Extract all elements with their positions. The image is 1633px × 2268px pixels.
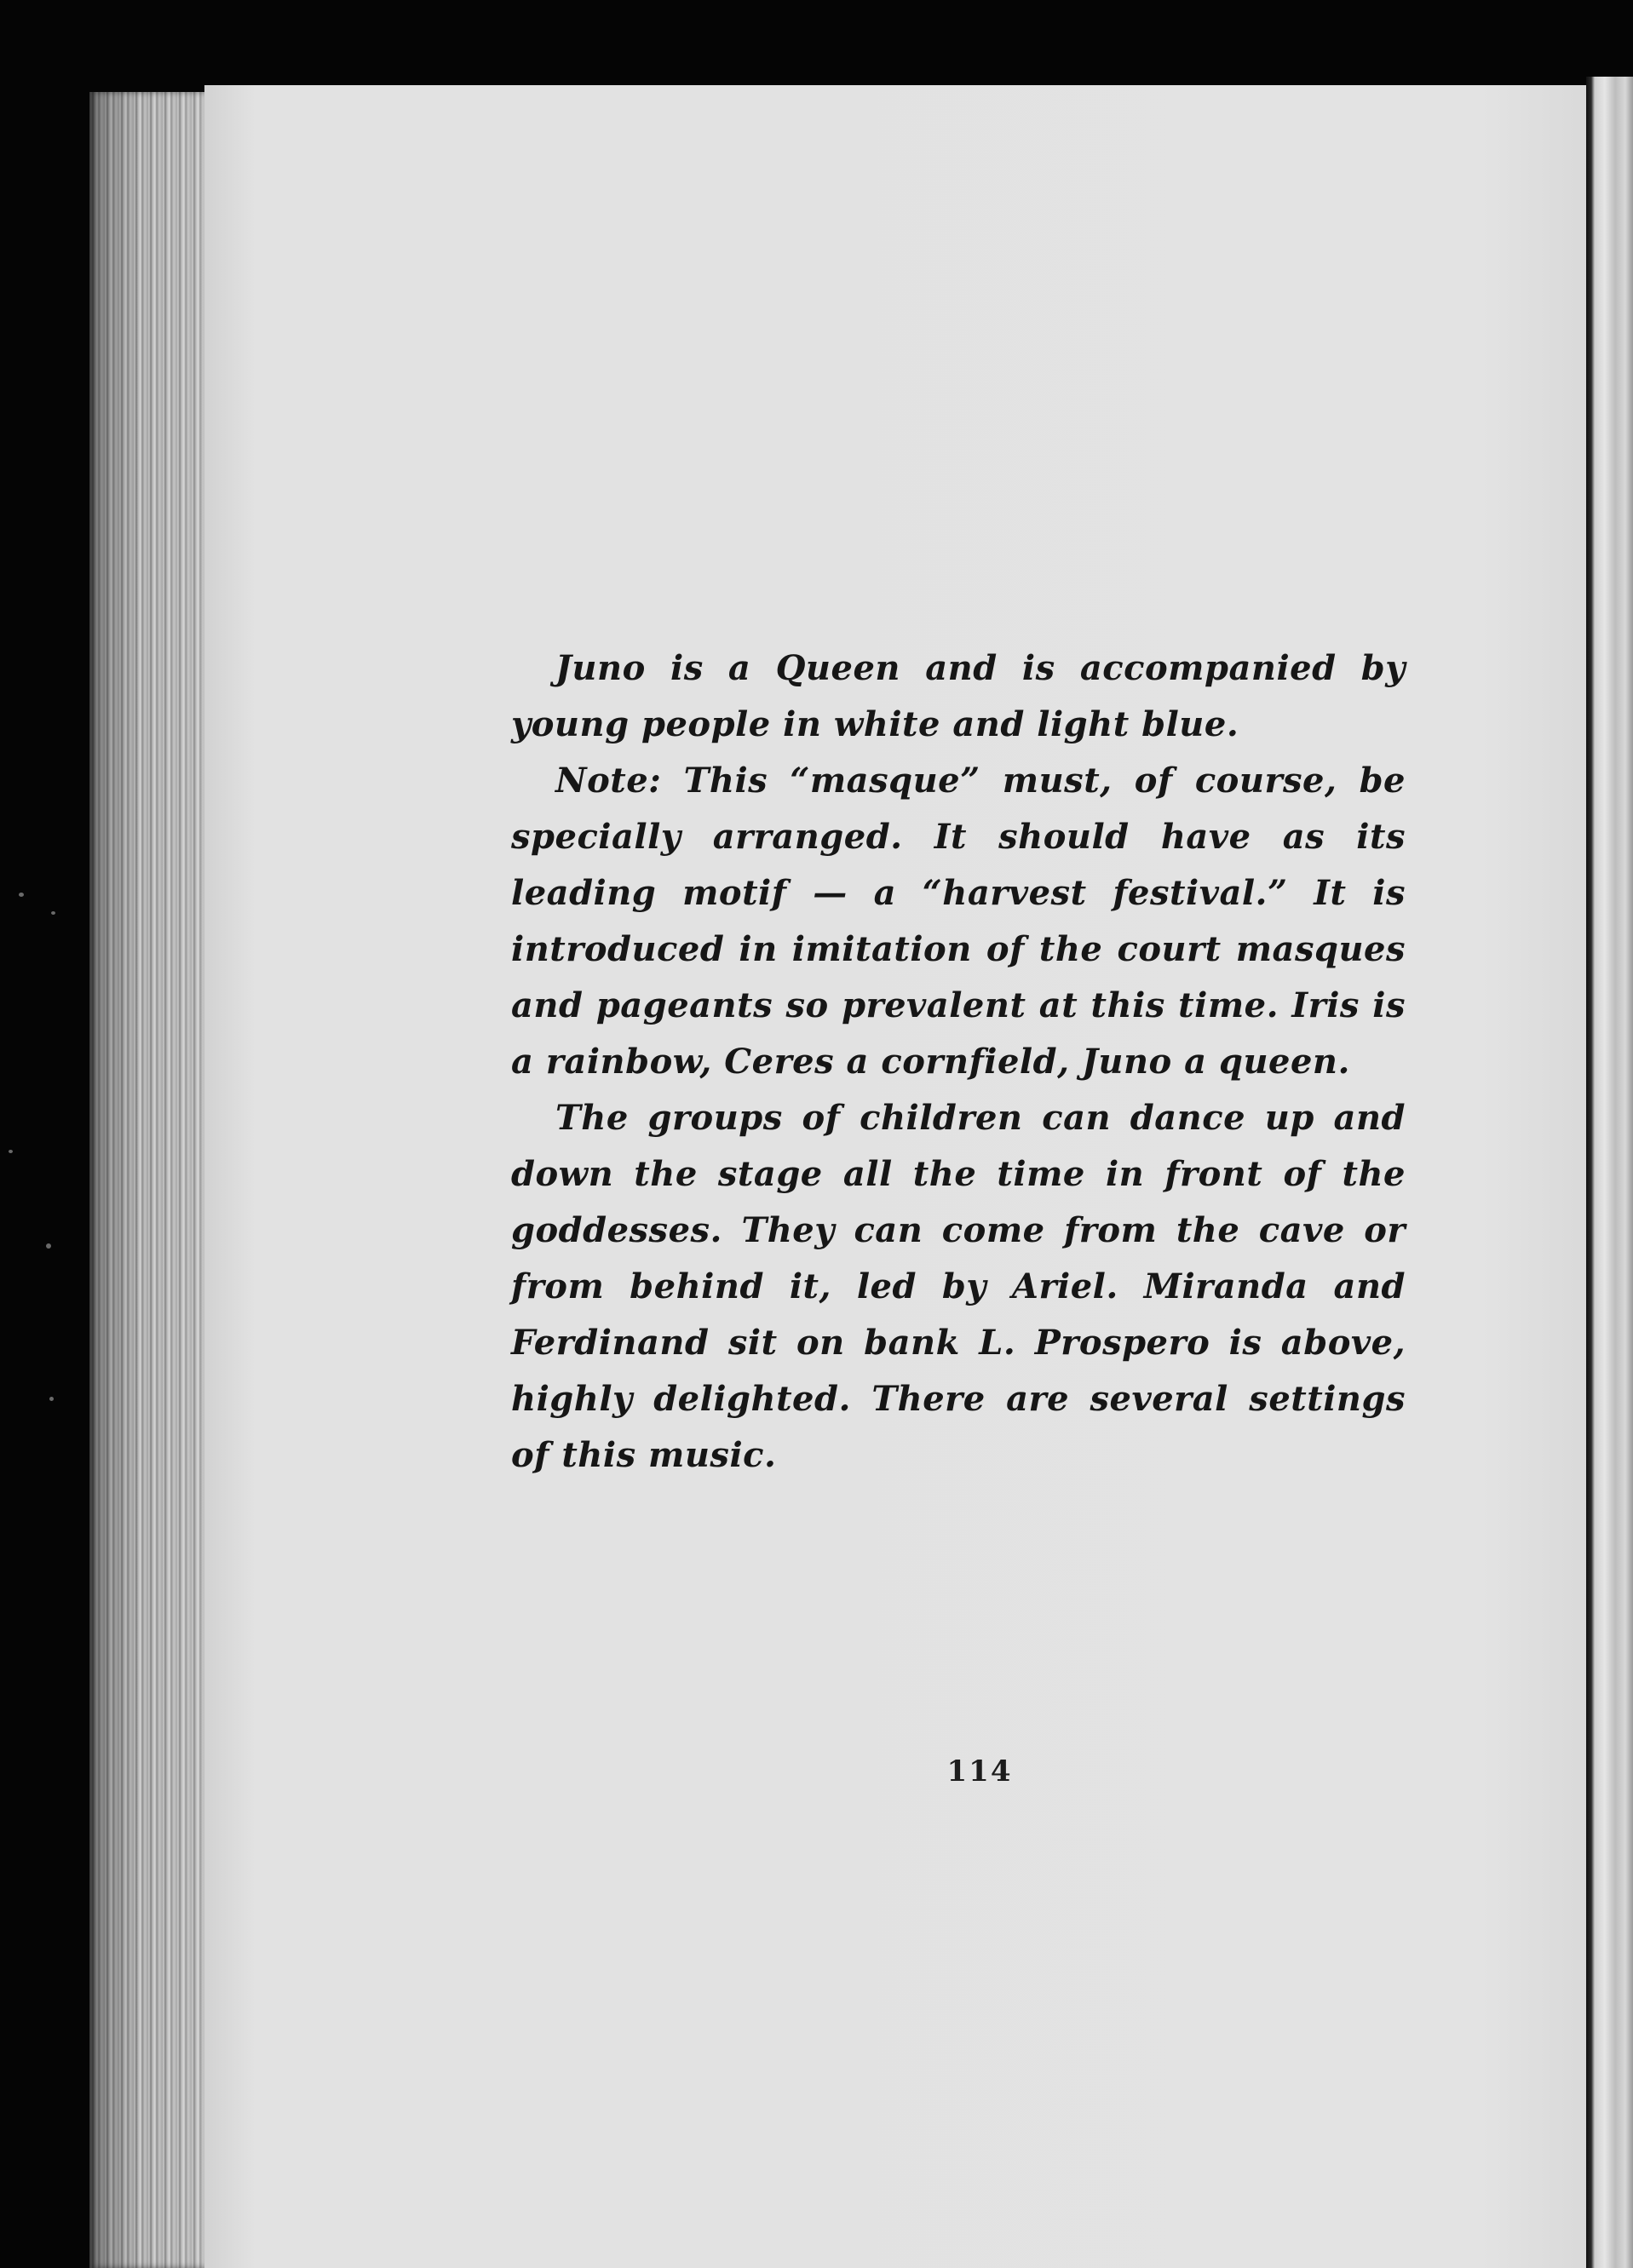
paragraph-juno: Juno is a Queen and is accompanied by young people in white and light blue. xyxy=(511,648,1406,744)
scan-speck xyxy=(9,1150,13,1153)
body-text xyxy=(511,640,1406,1484)
book-page-edges xyxy=(89,92,217,2268)
facing-page-edge xyxy=(1586,77,1633,2268)
scan-speck xyxy=(19,893,24,897)
page-number: 114 xyxy=(946,1754,1013,1789)
scan-speck xyxy=(51,911,55,915)
paragraph-note: Note: This “masque” must, of course, be specially arranged. It should have as its leading motif — a “harvest festival.” It is introduced in imitation of the court masques and pageants so prevalent at this time. Iris is a rainbow, Ceres a cornfield, Juno a queen. xyxy=(511,761,1406,1082)
scan-speck xyxy=(49,1397,54,1401)
scan-speck xyxy=(46,1243,51,1249)
paragraph-groups: The groups of children can dance up and down the stage all the time in front of the goddesses. They can come from the cave or from behind it, led by Ariel. Miranda and Ferdinand sit on bank L. Prospero is above, highly delighted. There are several settings of this music. xyxy=(511,1098,1406,1475)
